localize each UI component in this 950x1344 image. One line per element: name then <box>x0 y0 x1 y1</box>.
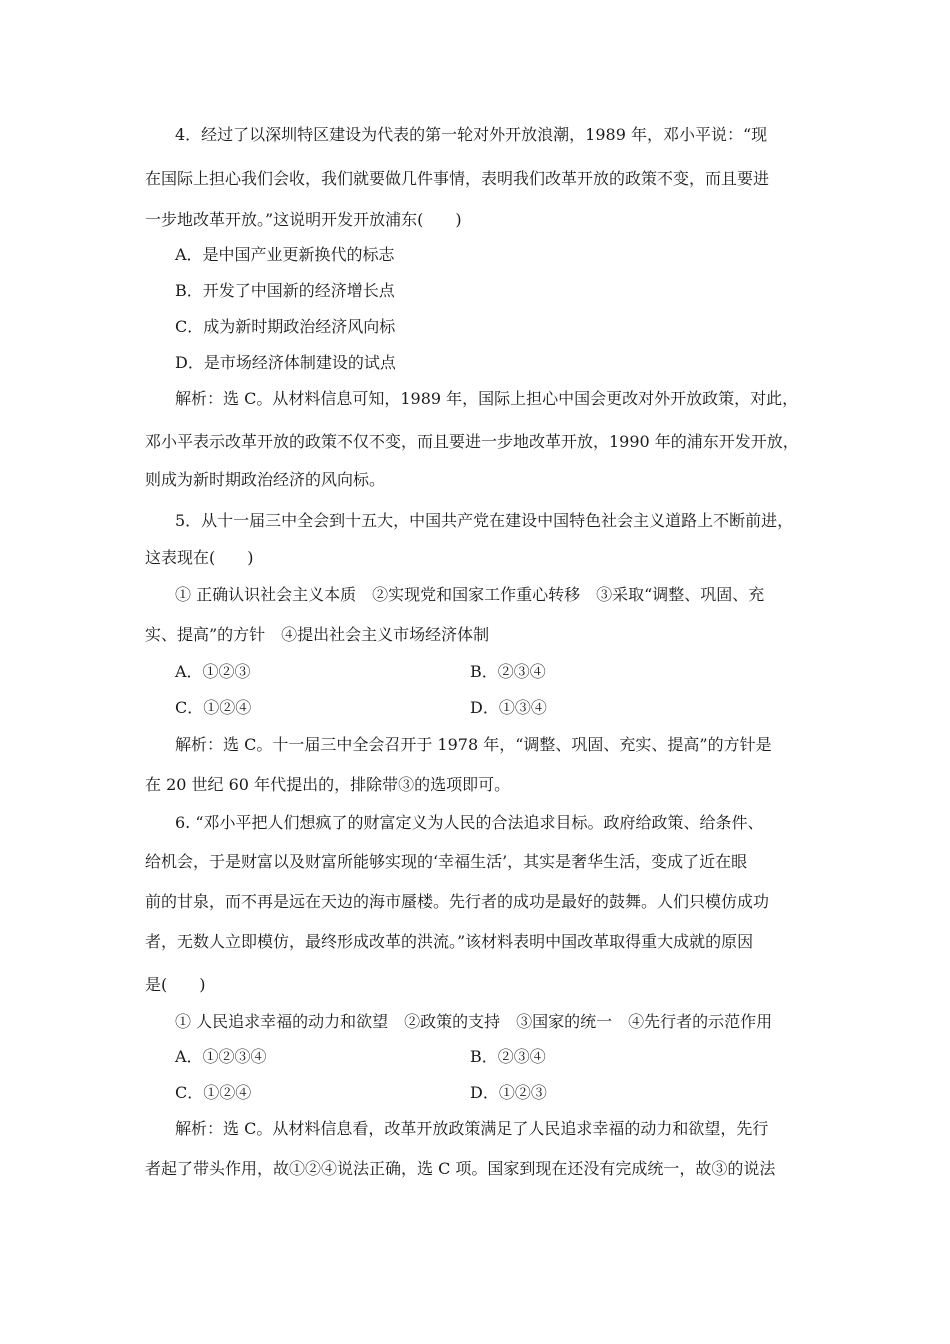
q6-option-b: B．②③④ <box>470 1047 546 1066</box>
q4-stem-line-1: 4．经过了以深圳特区建设为代表的第一轮对外开放浪潮，1989 年，邓小平说：“现 <box>175 125 768 144</box>
q4-stem-line-3: 一步地改革开放。”这说明开发开放浦东( ) <box>145 210 462 229</box>
q6-option-c: C．①②④ <box>175 1083 252 1102</box>
q6-option-d: D．①②③ <box>470 1083 547 1102</box>
q6-items-line-1: ① 人民追求幸福的动力和欲望 ②政策的支持 ③国家的统一 ④先行者的示范作用 <box>175 1012 773 1031</box>
q4-stem-line-2: 在国际上担心我们会收，我们就要做几件事情，表明我们改革开放的政策不变，而且要进 <box>145 169 770 188</box>
q6-option-a: A．①②③④ <box>175 1047 267 1066</box>
q5-option-a: A．①②③ <box>175 662 251 681</box>
q5-option-c: C．①②④ <box>175 698 252 717</box>
q5-analysis-line-2: 在 20 世纪 60 年代提出的，排除带③的选项即可。 <box>145 775 511 794</box>
q5-items-line-1: ① 正确认识社会主义本质 ②实现党和国家工作重心转移 ③采取“调整、巩固、充 <box>175 585 765 604</box>
q4-option-b: B．开发了中国新的经济增长点 <box>175 281 395 300</box>
q6-stem-line-3: 前的甘泉，而不再是远在天边的海市蜃楼。先行者的成功是最好的鼓舞。人们只模仿成功 <box>145 892 770 911</box>
q5-items-line-2: 实、提高”的方针 ④提出社会主义市场经济体制 <box>145 625 490 644</box>
q4-option-a: A．是中国产业更新换代的标志 <box>175 245 395 264</box>
q4-analysis-line-2: 邓小平表示改革开放的政策不仅不变，而且要进一步地改革开放，1990 年的浦东开发开放， <box>145 432 799 451</box>
q5-option-d: D．①③④ <box>470 698 547 717</box>
q4-analysis-line-3: 则成为新时期政治经济的风向标。 <box>145 470 386 489</box>
q6-stem-line-4: 者，无数人立即模仿，最终形成改革的洪流。”该材料表明中国改革取得重大成就的原因 <box>145 932 754 951</box>
q4-analysis-line-1: 解析：选 C。从材料信息可知，1989 年，国际上担心中国会更改对外开放政策，对此， <box>175 389 799 408</box>
q6-analysis-line-1: 解析：选 C。从材料信息看，改革开放政策满足了人民追求幸福的动力和欲望，先行 <box>175 1119 769 1138</box>
q5-stem-line-1: 5．从十一届三中全会到十五大，中国共产党在建设中国特色社会主义道路上不断前进， <box>175 511 794 530</box>
q5-option-b: B．②③④ <box>470 662 546 681</box>
q6-stem-line-1: 6. “邓小平把人们想疯了的财富定义为人民的合法追求目标。政府给政策、给条件、 <box>175 813 764 832</box>
q4-option-c: C．成为新时期政治经济风向标 <box>175 317 396 336</box>
q5-analysis-line-1: 解析：选 C。十一届三中全会召开于 1978 年，“调整、巩固、充实、提高”的方针是 <box>175 735 772 754</box>
q6-analysis-line-2: 者起了带头作用，故①②④说法正确，选 C 项。国家到现在还没有完成统一，故③的说法 <box>145 1159 776 1178</box>
q6-stem-line-5: 是( ) <box>145 975 206 994</box>
q5-stem-line-2: 这表现在( ) <box>145 548 254 567</box>
q6-stem-line-2: 给机会，于是财富以及财富所能够实现的‘幸福生活’，其实是奢华生活，变成了近在眼 <box>145 852 748 871</box>
q4-option-d: D．是市场经济体制建设的试点 <box>175 353 396 372</box>
